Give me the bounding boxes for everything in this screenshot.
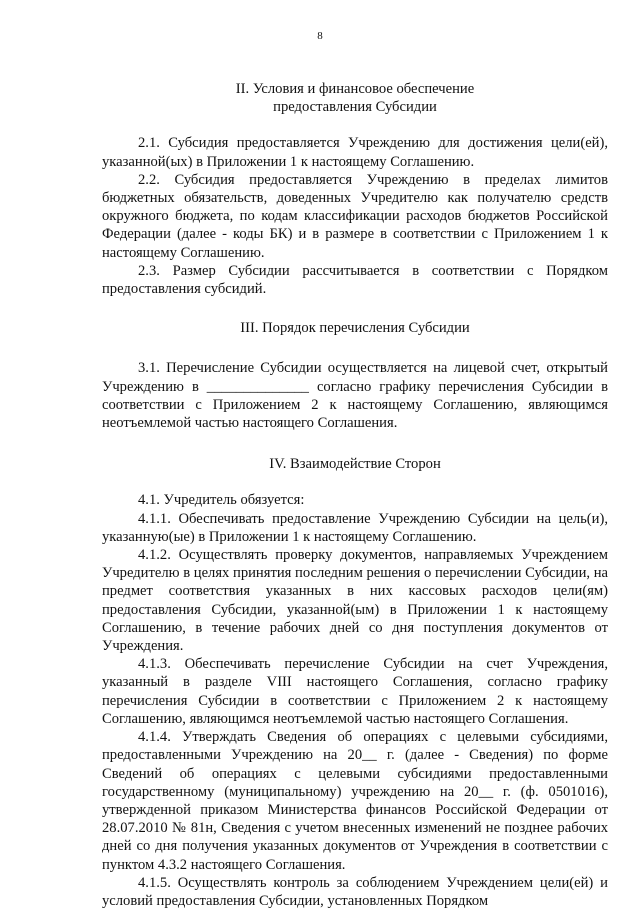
paragraph-4-1-5: 4.1.5. Осуществлять контроль за соблюдением Учреждением цели(ей) и условий предоставления Субсидии, установленных Порядком bbox=[102, 874, 608, 909]
paragraph-4-1: 4.1. Учредитель обязуется: bbox=[138, 492, 305, 509]
section-heading-line: предоставления Субсидии bbox=[273, 99, 437, 116]
section-heading-2 bbox=[102, 80, 608, 116]
paragraph-2-2: 2.2. Субсидия предоставляется Учреждению в пределах лимитов бюджетных обязательств, доведенных Учредителю как получателю средств окружного бюджета, по кодам классификации расходов бюджетов Российской Федерации (далее - коды БК) и в размере в соответствии с Приложением 1 к настоящему Соглашению. bbox=[102, 171, 608, 261]
paragraph-3-1: 3.1. Перечисление Субсидии осуществляется на лицевой счет, открытый Учреждению в ______________ согласно графику перечисления Субсидии в соответствии с Приложением 2 к настоящему Соглашению, являющимся неотъемлемой частью настоящего Соглашения. bbox=[102, 360, 608, 432]
paragraph-2-1: 2.1. Субсидия предоставляется Учреждению для достижения цели(ей), указанной(ых) в Приложении 1 к настоящему Соглашению. bbox=[102, 135, 608, 170]
section-heading-line: III. Порядок перечисления Субсидии bbox=[240, 320, 470, 337]
paragraph-4-1-4: 4.1.4. Утверждать Сведения об операциях с целевыми субсидиями, предоставленными Учреждению на 20__ г. (далее - Сведения) по форме Сведений об операциях с целевыми субсидиями предоставленными государственному (муниципальному) учреждению на 20__ г. (ф. 0501016), утвержденной приказом Министерства финансов Российской Федерации от 28.07.2010 № 81н, Сведения с учетом внесенных изменений не позднее рабочих дней со дня получения указанных документов от Учреждения в соответствии с пунктом 4.3.2 настоящего Соглашения. bbox=[102, 729, 608, 873]
paragraph-4-1-1: 4.1.1. Обеспечивать предоставление Учреждению Субсидии на цель(и), указанную(ые) в Приложении 1 к настоящему Соглашению. bbox=[102, 510, 608, 545]
document-body bbox=[102, 80, 608, 910]
section-heading-4 bbox=[102, 455, 608, 473]
section-heading-line: II. Условия и финансовое обеспечение bbox=[235, 81, 475, 97]
section-heading-line: IV. Взаимодействие Сторон bbox=[269, 456, 441, 473]
paragraph-4-1-3: 4.1.3. Обеспечивать перечисление Субсидии на счет Учреждения, указанный в разделе VIII настоящего Соглашения, согласно графику перечисления Субсидии в соответствии с Приложением 2 к настоящему Соглашению, являющимся неотъемлемой частью настоящего Соглашения. bbox=[102, 656, 608, 727]
paragraph-4-1-2: 4.1.2. Осуществлять проверку документов, направляемых Учреждением Учредителю в целях принятия последним решения о перечислении Субсидии, на предмет соответствия указанных в них кассовых расходов цели(ям) предоставления Субсидии, указанной(ым) в Приложении 1 к настоящему Соглашению, в течение рабочих дней со дня поступления документов от Учреждения. bbox=[102, 547, 608, 655]
section-heading-3 bbox=[102, 319, 608, 337]
paragraph-2-3: 2.3. Размер Субсидии рассчитывается в соответствии с Порядком предоставления субсидий. bbox=[102, 262, 608, 298]
page-number: 8 bbox=[317, 30, 323, 42]
